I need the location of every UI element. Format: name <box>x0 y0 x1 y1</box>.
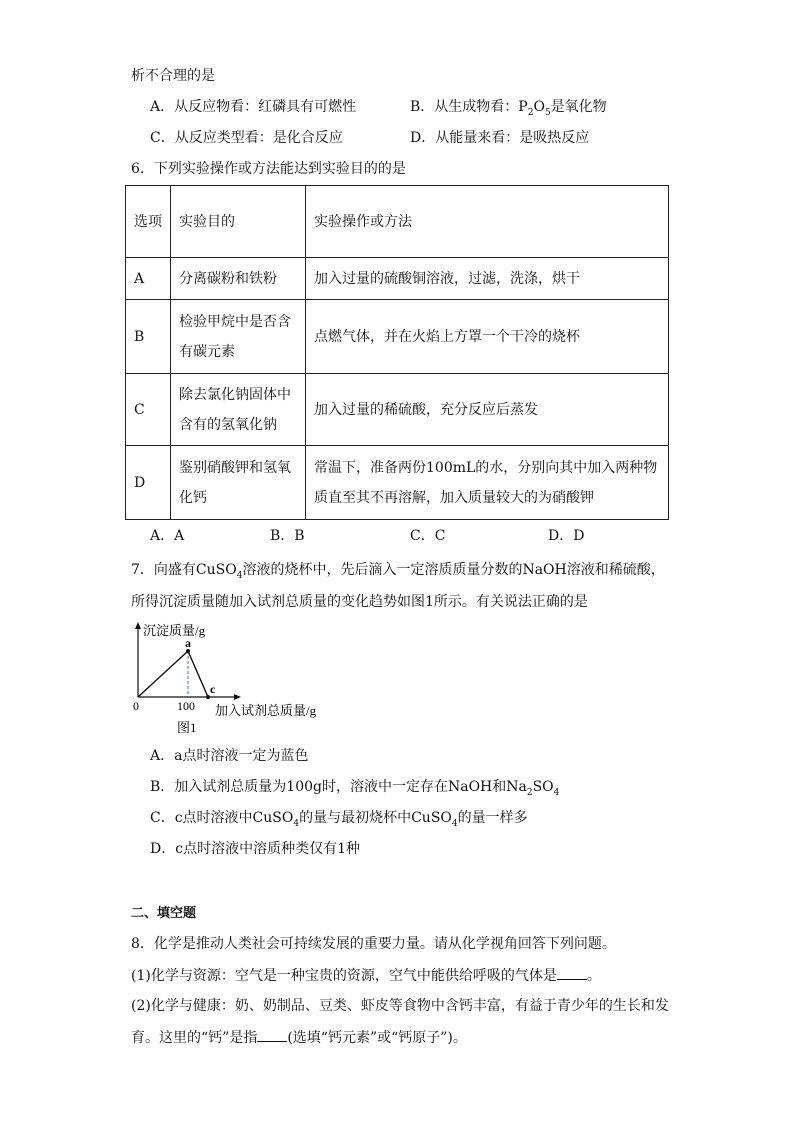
q7-option-c: C．c点时溶液中CuSO$_4$的量与最初烧杯中CuSO$_4$的量一样多 <box>150 810 528 829</box>
table-cell: A <box>126 258 171 300</box>
q5-stem-tail: 析不合理的是 <box>131 68 215 84</box>
table-cell: 鉴别硝酸钾和氢氧化钙 <box>171 446 306 520</box>
q5-option-d: D．从能量来看：是吸热反应 <box>410 130 590 146</box>
q8-part-1: (1)化学与资源：空气是一种宝贵的资源，空气中能供给呼吸的气体是 。 <box>131 965 601 986</box>
answer-blank[interactable] <box>557 965 587 980</box>
y-axis-label: 沉淀质量/g <box>143 623 206 638</box>
q6-option-d: D．D <box>548 528 585 544</box>
figure-1-chart <box>125 620 365 740</box>
q6-table <box>125 185 669 520</box>
table-row <box>126 300 669 374</box>
table-cell: 加入过量的稀硫酸，充分反应后蒸发 <box>306 374 669 446</box>
table-cell: B <box>126 300 171 374</box>
q7-option-a: A．a点时溶液一定为蓝色 <box>150 748 309 764</box>
point-label-c: c <box>210 682 216 696</box>
q6-option-c: C．C <box>410 528 446 544</box>
table-cell: 加入过量的硫酸铜溶液，过滤，洗涤，烘干 <box>306 258 669 300</box>
table-cell: 检验甲烷中是否含有碳元素 <box>171 300 306 374</box>
table-header-cell: 选项 <box>126 186 171 258</box>
table-cell: 除去氯化钠固体中含有的氢氧化钠 <box>171 374 306 446</box>
table-cell: 点燃气体，并在火焰上方罩一个干冷的烧杯 <box>306 300 669 374</box>
point-label-a: a <box>185 636 191 650</box>
q6-stem: 6．下列实验操作或方法能达到实验目的的是 <box>131 161 406 177</box>
x-axis-label: 加入试剂总质量/g <box>215 703 317 718</box>
q6-option-b: B．B <box>270 528 305 544</box>
table-cell: D <box>126 446 171 520</box>
table-row <box>126 446 669 520</box>
table-cell: 常温下，准备两份100mL的水，分别向其中加入两种物质直至其不再溶解，加入质量较大的为硝酸钾 <box>306 446 669 520</box>
series-line <box>138 651 208 697</box>
section-2-heading: 二、填空题 <box>131 906 197 921</box>
q8-part-2-line1: (2)化学与健康：奶、奶制品、豆类、虾皮等食物中含钙丰富，有益于青少年的生长和发 <box>131 998 669 1014</box>
x-axis-arrow <box>234 694 241 700</box>
table-cell: C <box>126 374 171 446</box>
table-row <box>126 258 669 300</box>
table-header-row <box>126 186 669 258</box>
q7-stem-line1: 7．向盛有CuSO$_4$溶液的烧杯中，先后滴入一定溶质质量分数的NaOH溶液和稀硫酸， <box>131 562 665 581</box>
q7-option-b: B．加入试剂总质量为100g时，溶液中一定存在NaOH和$Na_2SO_4$ <box>150 779 560 798</box>
table-header-cell: 实验目的 <box>171 186 306 258</box>
q5-option-b: B．从生成物看：$P_2O_5$是氧化物 <box>410 99 607 118</box>
y-axis-arrow <box>135 622 141 629</box>
q7-option-d: D．c点时溶液中溶质种类仅有1种 <box>150 841 360 857</box>
x-tick-100: 100 <box>177 699 195 713</box>
q8-part-2-line2: 育。这里的“钙”是指 (选填“钙元素”或“钙原子”)。 <box>131 1027 467 1048</box>
table-row <box>126 374 669 446</box>
x-tick-0: 0 <box>133 699 139 713</box>
q5-option-a: A．从反应物看：红磷具有可燃性 <box>150 99 357 115</box>
q6-option-a: A．A <box>150 528 185 544</box>
q5-option-c: C．从反应类型看：是化合反应 <box>150 130 343 146</box>
answer-blank[interactable] <box>257 1027 287 1042</box>
q8-stem: 8．化学是推动人类社会可持续发展的重要力量。请从化学视角回答下列问题。 <box>131 936 616 952</box>
table-cell: 分离碳粉和铁粉 <box>171 258 306 300</box>
chart-title: 图1 <box>177 720 197 735</box>
table-header-cell: 实验操作或方法 <box>306 186 669 258</box>
q7-stem-line2: 所得沉淀质量随加入试剂总质量的变化趋势如图1所示。有关说法正确的是 <box>131 594 588 610</box>
